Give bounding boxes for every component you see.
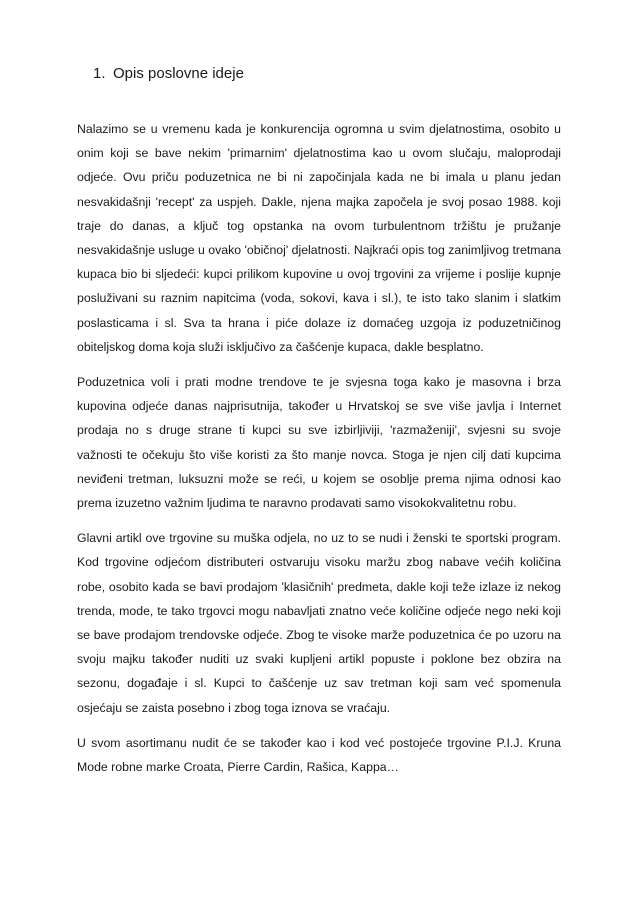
section-heading	[93, 64, 244, 84]
paragraph-3: Glavni artikl ove trgovine su muška odjela, no uz to se nudi i ženski te sportski program. Kod trgovine odjećom distributeri ostvaruju visoku maržu zbog nabave većih količina robe, osobito kada se bavi prodajom 'klasičnih' predmeta, dakle koji teže izlaze iz nekog trenda, mode, te tako trgovci mogu nabavljati znatno veće količine odjeće nego neki koji se bave prodajom trendovske odjeće. Zbog te visoke marže poduzetnica će po uzoru na svoju majku također nuditi uz svaki kupljeni artikl popuste i poklone bez obzira na sezonu, događaje i sl. Kupci to čašćenje uz sav tretman koji sam već spomenula osjećaju se zaista posebno i zbog toga iznova se vraćaju.	[77, 531, 561, 715]
section-title: Opis poslovne ideje	[113, 65, 244, 82]
paragraph-4: U svom asortimanu nudit će se također kao i kod već postojeće trgovine P.I.J. Kruna Mode robne marke Croata, Pierre Cardin, Rašica, Kappa…	[77, 735, 561, 775]
body-text	[77, 117, 561, 790]
paragraph-2: Poduzetnica voli i prati modne trendove te je svjesna toga kako je masovna i brza kupovina odjeće danas najprisutnija, također u Hrvatskoj se sve više javlja i Internet prodaja no s druge strane ti kupci su sve izbirljiviji, 'razmaženiji', svjesni su svoje važnosti te očekuju što više koristi za što manje novca. Stoga je njen cilj dati kupcima neviđeni tretman, luksuzni može se reći, u kojem se osoblje prema njima odnosi kao prema izuzetno važnim ljudima te naravno prodavati samo visokokvalitetnu robu.	[77, 375, 561, 511]
section-number: 1.	[93, 65, 106, 82]
paragraph-1: Nalazimo se u vremenu kada je konkurencija ogromna u svim djelatnostima, osobito u onim koji se bave nekim 'primarnim' djelatnostima kao u ovom slučaju, maloprodaji odjeće. Ovu priču poduzetnica ne bi ni započinjala kada ne bi imala u planu jedan nesvakidašnji 'recept' za uspjeh. Dakle, njena majka započela je svoj posao 1988. koji traje do danas, a ključ tog opstanka na ovom turbulentnom tržištu je pružanje nesvakidašnje usluge u ovako 'običnoj' djelatnosti. Najkraći opis tog zanimljivog tretmana kupaca bio bi sljedeći: kupci prilikom kupovine u ovoj trgovini za vrijeme i poslije kupnje posluživani su raznim napitcima (voda, sokovi, kava i sl.), te isto tako slanim i slatkim poslasticama i sl. Sva ta hrana i piće dolaze iz domaćeg uzgoja iz poduzetničinog obiteljskog doma koja služi isključivo za čašćenje kupaca, dakle besplatno.	[77, 122, 561, 354]
